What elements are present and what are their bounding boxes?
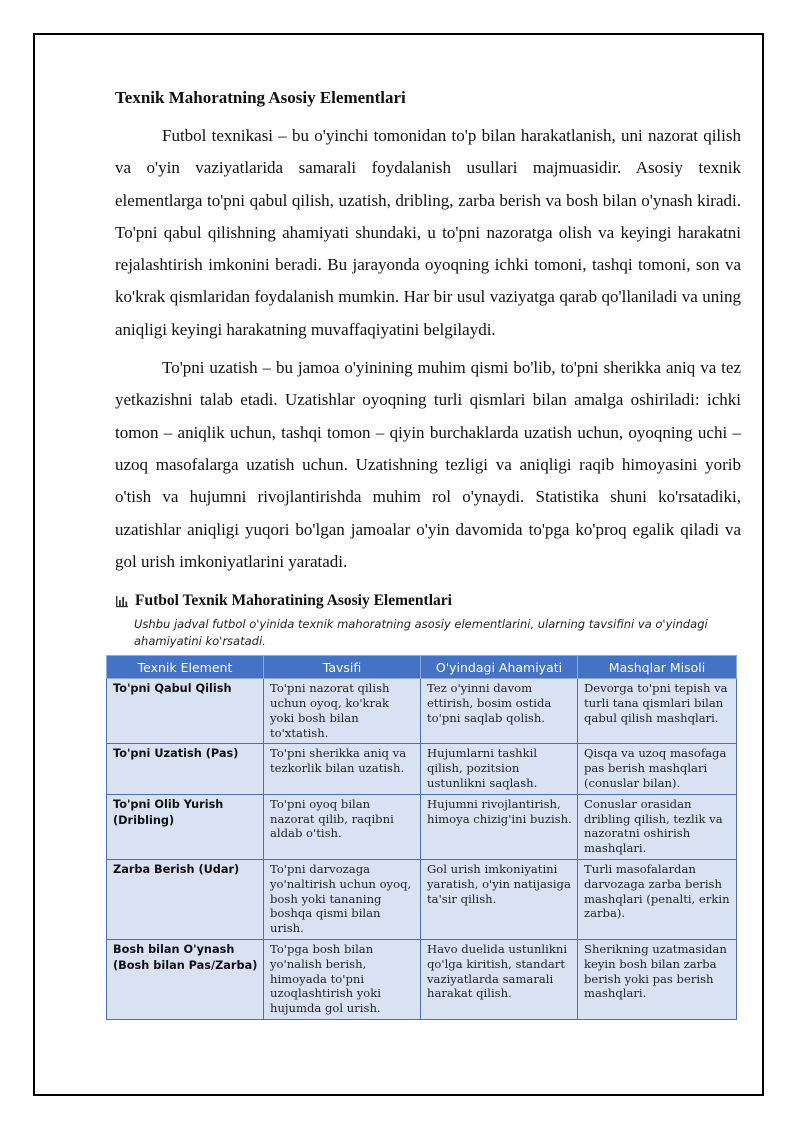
importance-cell: Hujumlarni tashkil qilish, pozitsion ustunlikni saqlash.	[421, 744, 578, 794]
table-row	[107, 679, 737, 744]
description-cell: To'pni darvozaga yo'naltirish uchun oyoq, bosh yoki tananing boshqa qismi bilan urish.	[264, 859, 421, 939]
table-row	[107, 794, 737, 859]
exercise-cell: Turli masofalardan darvozaga zarba berish mashqlari (penalti, erkin zarba).	[578, 859, 737, 939]
exercise-cell: Sherikning uzatmasidan keyin bosh bilan zarba berish yoki pas berish mashqlari.	[578, 939, 737, 1019]
element-cell: Bosh bilan O'ynash (Bosh bilan Pas/Zarba)	[107, 939, 264, 1019]
exercise-cell: Qisqa va uzoq masofaga pas berish mashqlari (conuslar bilan).	[578, 744, 737, 794]
table-title: Futbol Texnik Mahoratining Asosiy Elementlari	[135, 592, 452, 610]
document-body	[115, 86, 741, 1020]
importance-cell: Hujumni rivojlantirish, himoya chizig'ini buzish.	[421, 794, 578, 859]
table-header-row	[107, 656, 737, 679]
exercise-cell: Conuslar orasidan dribling qilish, tezlik va nazoratni oshirish mashqlari.	[578, 794, 737, 859]
table-row	[107, 939, 737, 1019]
description-cell: To'pni sherikka aniq va tezkorlik bilan uzatish.	[264, 744, 421, 794]
table-subtitle: Ushbu jadval futbol o'yinida texnik mahoratning asosiy elementlarini, ularning tavsifini va o'yindagi ahamiyatini ko'rsatadi.	[134, 617, 708, 649]
elements-table	[106, 655, 737, 1020]
column-header: Tavsifi	[264, 656, 421, 679]
element-cell: To'pni Olib Yurish (Dribling)	[107, 794, 264, 859]
table-row	[107, 859, 737, 939]
bar-chart-icon	[115, 594, 129, 608]
table-row	[107, 744, 737, 794]
importance-cell: Tez o'yinni davom ettirish, bosim ostida to'pni saqlab qolish.	[421, 679, 578, 744]
column-header: Texnik Element	[107, 656, 264, 679]
element-cell: To'pni Qabul Qilish	[107, 679, 264, 744]
table-caption	[115, 592, 741, 610]
paragraph: To'pni uzatish – bu jamoa o'yinining muhim qismi bo'lib, to'pni sherikka aniq va tez yetkazishni talab etadi. Uzatishlar oyoqning turli qismlari bilan amalga oshiriladi: ichki tomon – aniqlik uchun, tashqi tomon – qiyin burchaklarda uzatish uchun, oyoqning uchi – uzoq masofalarga uzatish uchun. Uzatishning tezligi va aniqligi raqib himoyasini yorib o'tish va hujumni rivojlantirishda muhim rol o'ynaydi. Statistika shuni ko'rsatadiki, uzatishlar aniqligi yuqori bo'lgan jamoalar o'yin davomida to'pga ko'proq egalik qiladi va gol urish imkoniyatlarini yaratadi.	[115, 358, 741, 571]
description-cell: To'pga bosh bilan yo'nalish berish, himoyada to'pni uzoqlashtirish yoki hujumda gol urish.	[264, 939, 421, 1019]
column-header: Mashqlar Misoli	[578, 656, 737, 679]
description-cell: To'pni oyoq bilan nazorat qilib, raqibni aldab o'tish.	[264, 794, 421, 859]
importance-cell: Gol urish imkoniyatini yaratish, o'yin natijasiga ta'sir qilish.	[421, 859, 578, 939]
paragraph: Futbol texnikasi – bu o'yinchi tomonidan to'p bilan harakatlanish, uni nazorat qilish va o'yin vaziyatlarida samarali foydalanish usullari majmuasidir. Asosiy texnik elementlarga to'pni qabul qilish, uzatish, dribling, zarba berish va bosh bilan o'ynash kiradi. To'pni qabul qilishning ahamiyati shundaki, u to'pni nazoratga olish va keyingi harakatni rejalashtirish imkonini beradi. Bu jarayonda oyoqning ichki tomoni, tashqi tomoni, son va ko'krak qismlaridan foydalanish mumkin. Har bir usul vaziyatga qarab qo'llaniladi va uning aniqligi keyingi harakatning muvaffaqiyatini belgilaydi.	[115, 126, 741, 339]
section-heading: Texnik Mahoratning Asosiy Elementlari	[115, 88, 406, 107]
element-cell: Zarba Berish (Udar)	[107, 859, 264, 939]
exercise-cell: Devorga to'pni tepish va turli tana qismlari bilan qabul qilish mashqlari.	[578, 679, 737, 744]
column-header: O'yindagi Ahamiyati	[421, 656, 578, 679]
importance-cell: Havo duelida ustunlikni qo'lga kiritish, standart vaziyatlarda samarali harakat qilish.	[421, 939, 578, 1019]
description-cell: To'pni nazorat qilish uchun oyoq, ko'krak yoki bosh bilan to'xtatish.	[264, 679, 421, 744]
element-cell: To'pni Uzatish (Pas)	[107, 744, 264, 794]
